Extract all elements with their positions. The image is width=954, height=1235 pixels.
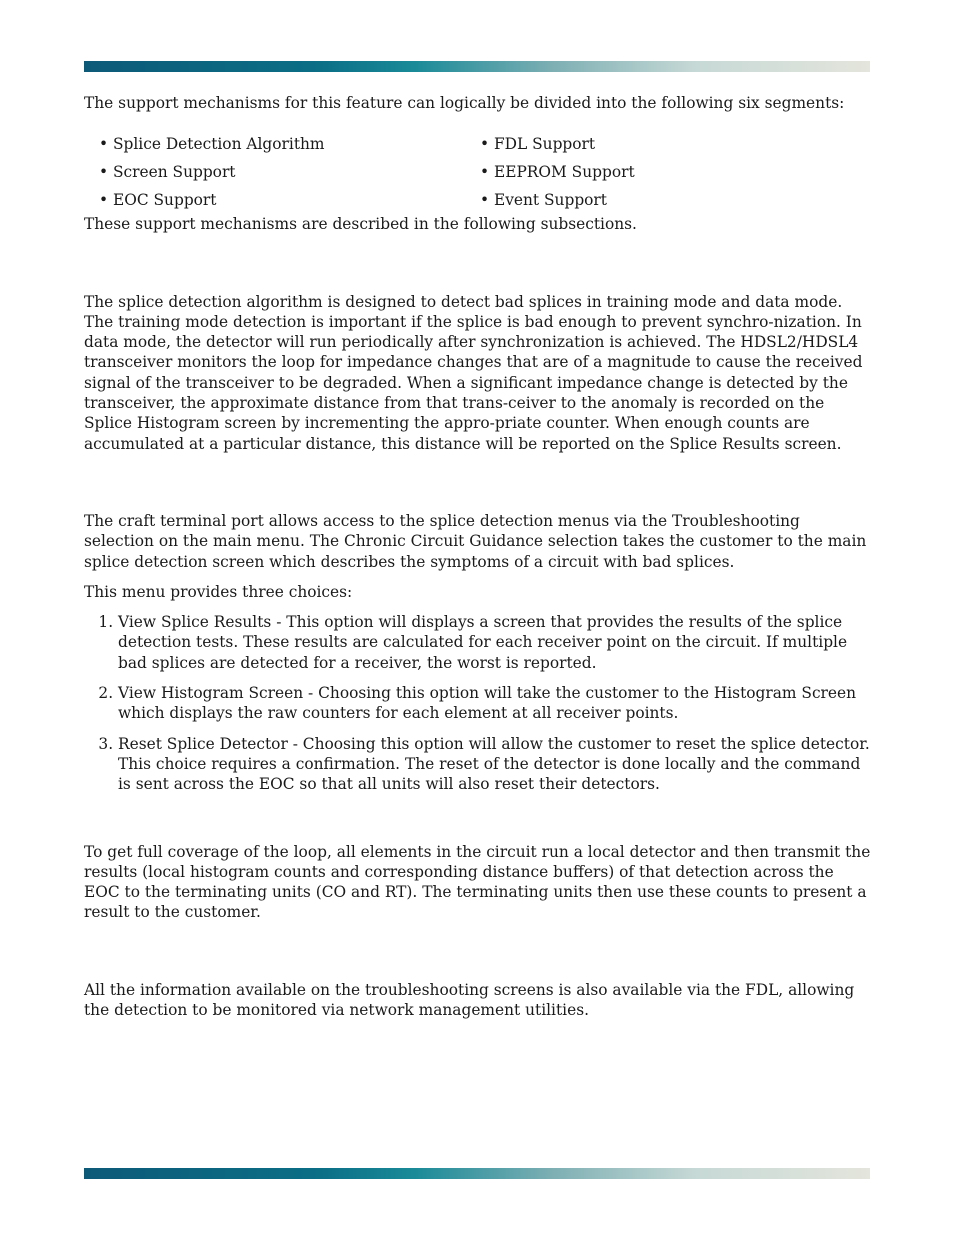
list-item: • Event Support bbox=[480, 191, 607, 210]
footer-decorative-bar bbox=[84, 1168, 870, 1179]
segments-left-column bbox=[99, 134, 480, 218]
after-list-paragraph: These support mechanisms are described in the following subsections. bbox=[84, 215, 637, 234]
segments-list bbox=[84, 134, 874, 218]
menu-choices-list bbox=[84, 612, 874, 794]
bullet-icon: • bbox=[99, 163, 109, 182]
fdl-paragraph: All the information available on the troubleshooting screens is also available via the FDL, allowing the detection to be monitored via network management utilities. bbox=[84, 980, 855, 1020]
algorithm-paragraph: The splice detection algorithm is designed to detect bad splices in training mode and data mode. The training mode detection is important if the splice is bad enough to prevent synchro-nization. In data mode, the detector will run periodically after synchronization is achieved. The HDSL2/HDSL4 transceiver monitors the loop for impedance changes that are of a magnitude to cause the received signal of the transceiver to be degraded. When a significant impedance change is detected by the transceiver, the approximate distance from that trans-ceiver to the anomaly is recorded on the Splice Histogram screen by incrementing the appro-priate counter. When enough counts are accumulated at a particular distance, this distance will be reported on the Splice Results screen. bbox=[84, 292, 863, 453]
page-content bbox=[84, 93, 874, 1020]
list-item: 2. View Histogram Screen - Choosing this option will take the customer to the Histogram Screen which displays the raw counters for each element at all receiver points. bbox=[118, 683, 874, 724]
list-item: • EEPROM Support bbox=[480, 163, 635, 182]
eoc-paragraph: To get full coverage of the loop, all elements in the circuit run a local detector and then transmit the results (local histogram counts and corresponding distance buffers) of that detection across the EOC to the terminating units (CO and RT). The terminating units then use these counts to present a result to the customer. bbox=[84, 842, 871, 922]
list-item: • FDL Support bbox=[480, 135, 596, 154]
bullet-icon: • bbox=[480, 135, 490, 154]
bullet-icon: • bbox=[99, 191, 109, 210]
list-item: • EOC Support bbox=[99, 191, 217, 210]
list-item: 3. Reset Splice Detector - Choosing this option will allow the customer to reset the splice detector. This choice requires a confirmation. The reset of the detector is done locally and the command is sent across the EOC so that all units will also reset their detectors. bbox=[118, 734, 874, 795]
segments-right-column bbox=[480, 134, 861, 218]
header-decorative-bar bbox=[84, 61, 870, 72]
bullet-icon: • bbox=[480, 191, 490, 210]
bullet-icon: • bbox=[480, 163, 490, 182]
screen-support-paragraph: The craft terminal port allows access to the splice detection menus via the Troubleshooting selection on the main menu. The Chronic Circuit Guidance selection takes the customer to the main splice detection screen which describes the symptoms of a circuit with bad splices. bbox=[84, 511, 867, 571]
list-item: • Screen Support bbox=[99, 163, 236, 182]
list-item: • Splice Detection Algorithm bbox=[99, 135, 325, 154]
intro-paragraph: The support mechanisms for this feature can logically be divided into the following six segments: bbox=[84, 94, 845, 112]
menu-intro: This menu provides three choices: bbox=[84, 582, 353, 601]
bullet-icon: • bbox=[99, 135, 109, 154]
list-item: 1. View Splice Results - This option will displays a screen that provides the results of the splice detection tests. These results are calculated for each receiver point on the circuit. If multiple bad splices are detected for a receiver, the worst is reported. bbox=[118, 612, 874, 673]
